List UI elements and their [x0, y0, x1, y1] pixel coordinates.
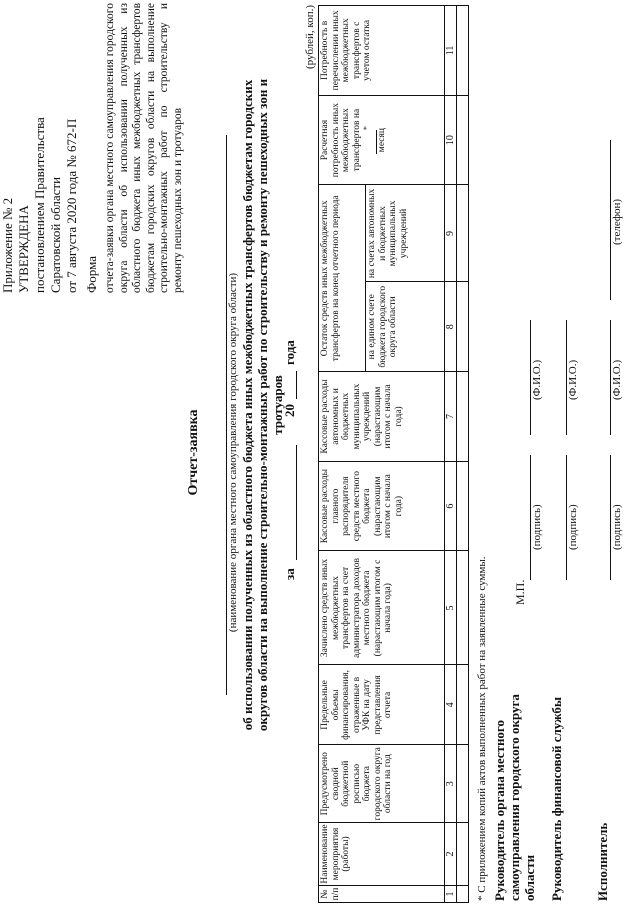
header-funding-limits: Предельные объемы финансирования, отраженные в УФК на дату представления отчета	[319, 665, 445, 745]
column-number: 4	[445, 665, 457, 745]
approved-date: от 7 августа 2020 года № 672-П	[64, 118, 79, 293]
column-number: 5	[445, 551, 457, 665]
document-subtitle: об использовании полученных из областного бюджета иных межбюджетных трансфертов бюджетам городских округов области на выполнение строительно-монтажных работ по строительству и ремонту пешеходных зон и тротуаров	[240, 78, 285, 732]
finance-name-caption: (Ф.И.О.)	[567, 359, 579, 400]
table-cell	[457, 461, 469, 551]
table-cell	[457, 745, 469, 823]
header-number: № п/п	[319, 886, 445, 903]
column-number: 9	[445, 185, 457, 282]
approved-region: Саратовской области	[48, 176, 63, 293]
table-cell	[457, 886, 469, 903]
approved-label: УТВЕРЖДЕНА	[16, 205, 31, 293]
table-cell	[457, 823, 469, 886]
head-name-caption: (Ф.И.О.)	[531, 359, 543, 400]
head-sign-caption: (подпись)	[531, 504, 543, 550]
header-estimated-need-text: Расчетная потребность иных межбюджетных трансфертов на	[320, 103, 362, 178]
period-year-word: года	[282, 340, 297, 365]
units-label: (рублей, коп.)	[304, 5, 316, 70]
column-number: 10	[445, 95, 457, 185]
column-number: 7	[445, 372, 457, 462]
header-month-word: месяц	[376, 128, 387, 153]
org-name-caption: (наименование органа местного самоуправления городского округа области)	[227, 272, 239, 633]
period-year-prefix: 20	[282, 404, 297, 417]
year-blank	[282, 371, 297, 399]
table-cell	[457, 185, 469, 282]
period-for: за	[282, 568, 297, 580]
table-cell	[457, 95, 469, 185]
form-label: Форма	[84, 256, 99, 293]
appendix-number: Приложение № 2	[0, 197, 15, 293]
column-number: 8	[445, 282, 457, 372]
header-budget-planned: Предусмотрено сводной бюджетной росписью бюджета городского округа области на год	[319, 745, 445, 823]
footnote-mark: *	[362, 126, 371, 131]
executor-name-caption: (Ф.И.О.)	[611, 359, 623, 400]
table-cell	[457, 6, 469, 96]
executor-signature-title: Исполнитель	[595, 822, 610, 901]
table-cell	[457, 282, 469, 372]
executor-phone-caption: (телефон)	[611, 198, 623, 245]
column-number: 6	[445, 461, 457, 551]
document-title: Отчет-заявка	[186, 409, 201, 496]
period-line	[282, 0, 302, 905]
column-number: 1	[445, 886, 457, 903]
form-description: отчета-заявки органа местного самоуправления городского округа области об использовании полученных из областного бюджета иных межбюджетных трансфертов бюджетам городских округов области на выполнение строительно-монтажных работ по строительству и ремонту пешеходных зон и тротуаров	[104, 3, 184, 293]
head-signature-title: Руководитель органа местного самоуправления городского округа области	[492, 694, 537, 901]
column-number: 11	[445, 6, 457, 96]
table-cell	[457, 372, 469, 462]
column-numbers-row	[445, 6, 457, 903]
approved-by: постановлением Правительства	[32, 117, 47, 293]
header-activity: Наименование мероприятия (работы)	[319, 823, 445, 886]
header-credited: Зачислено средств иных межбюджетных трансфертов на счет администратора доходов местного бюджета (нарастающим итогом с начала года)	[319, 551, 445, 665]
report-table	[318, 5, 469, 903]
table-cell	[457, 665, 469, 745]
header-balance-institutions: на счетах автономных и бюджетных муниципальных учреждений	[366, 185, 445, 282]
period-blank	[282, 445, 297, 560]
footnote: * С приложением копий актов выполненных работ на заявленные суммы.	[476, 556, 488, 901]
column-number: 2	[445, 823, 457, 886]
stamp-place-label: М.П.	[513, 579, 527, 605]
header-cash-expenses-main: Кассовые расходы главного распорядителя средств местного бюджета (нарастающим итогом с начала года)	[319, 461, 445, 551]
column-number: 3	[445, 745, 457, 823]
header-estimated-need	[319, 95, 445, 185]
header-cash-expenses-institutions: Кассовые расходы автономных и бюджетных муниципальных учреждений (нарастающим итогом с начала года)	[319, 372, 445, 462]
header-balance-single-account: на едином счете бюджета городского округа области	[366, 282, 445, 372]
executor-sign-caption: (подпись)	[611, 504, 623, 550]
table-row	[457, 6, 469, 903]
table-cell	[457, 551, 469, 665]
finance-signature-title: Руководитель финансовой службы	[549, 696, 564, 901]
header-transfer-need: Потребность в перечислении иных межбюджетных трансфертов с учетом остатка	[319, 6, 445, 96]
finance-sign-caption: (подпись)	[567, 504, 579, 550]
approval-stamp	[0, 3, 80, 293]
header-balance-group: Остаток средств иных межбюджетных трансфертов на конец отчетного периода	[319, 185, 366, 372]
